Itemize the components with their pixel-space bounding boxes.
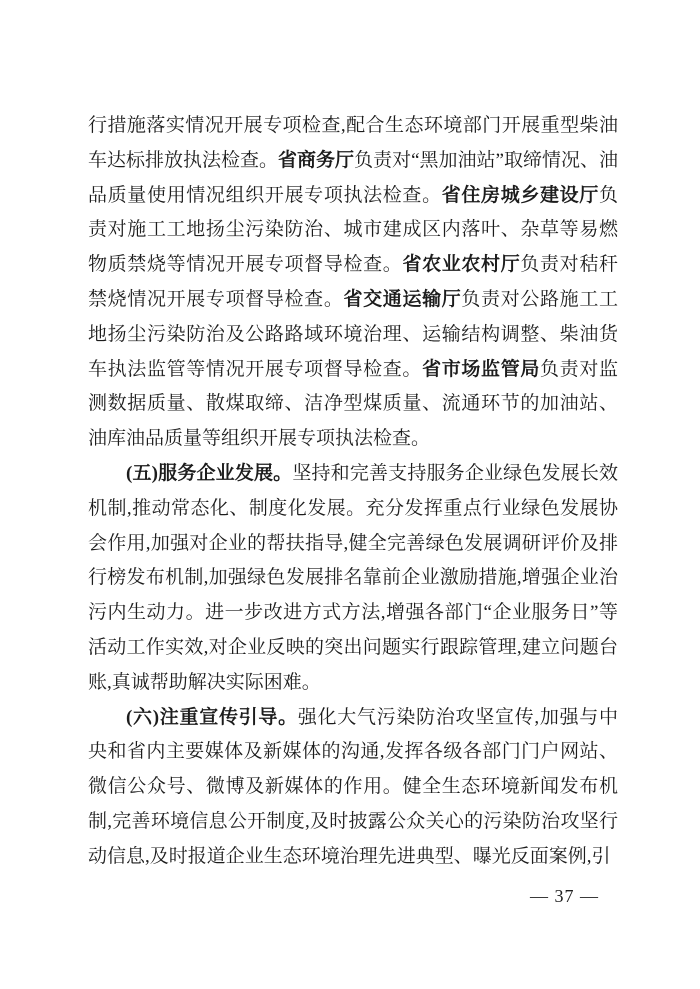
paragraph-section-6-publicity-guidance [88,701,618,875]
text-run: 强化大气污染防治攻坚宣传,加强与中央和省内主要媒体及新媒体的沟通,发挥各级各部门门户网站、微信公众号、微博及新媒体的作用。健全生态环境新闻发布机制,完善环境信息公开制度,及时披露公众关心的污染防治攻坚行动信息,及时报道企业生态环境治理先进典型、曝光反面案例,引 [88,706,618,867]
ministry-name-commerce: 省商务厅 [278,149,355,171]
text-run: 负责对秸秆禁烧情况开展专项督导检查。 [88,254,618,310]
section-heading-5: (五)服务企业发展。 [126,462,293,484]
paragraph-inspection-duties [88,109,618,457]
ministry-name-agriculture-rural: 省农业农村厅 [402,254,521,276]
text-run: 负责对公路施工工地扬尘污染防治及公路路域环境治理、运输结构调整、柴油货车执法监管等情况开展专项督导检查。 [88,288,618,380]
text-run: 行措施落实情况开展专项检查,配合生态环境部门开展重型柴油车达标排放执法检查。 [88,115,618,171]
document-body [88,109,618,875]
text-run: 负责对施工工地扬尘污染防治、城市建成区内落叶、杂草等易燃物质禁烧等情况开展专项督导检查。 [88,184,618,276]
ministry-name-market-regulation: 省市场监管局 [422,358,541,380]
ministry-name-housing-urban-rural: 省住房城乡建设厅 [441,184,599,206]
section-heading-6: (六)注重宣传引导。 [126,706,298,728]
ministry-name-transport: 省交通运输厅 [343,288,462,310]
text-run: 负责对监测数据质量、散煤取缔、洁净型煤质量、流通环节的加油站、油库油品质量等组织开展专项执法检查。 [88,358,618,450]
text-run: 负责对“黑加油站”取缔情况、油品质量使用情况组织开展专项执法检查。 [88,149,618,206]
page-number: — 37 — [530,886,599,906]
paragraph-section-5-serve-enterprises [88,457,618,701]
text-run: 坚持和完善支持服务企业绿色发展长效机制,推动常态化、制度化发展。充分发挥重点行业绿色发展协会作用,加强对企业的帮扶指导,健全完善绿色发展调研评价及排行榜发布机制,加强绿色发展排名靠前企业激励措施,增强企业治污内生动力。进一步改进方式方法,增强各部门“企业服务日”等活动工作实效,对企业反映的突出问题实行跟踪管理,建立问题台账,真诚帮助解决实际困难。 [88,462,618,693]
